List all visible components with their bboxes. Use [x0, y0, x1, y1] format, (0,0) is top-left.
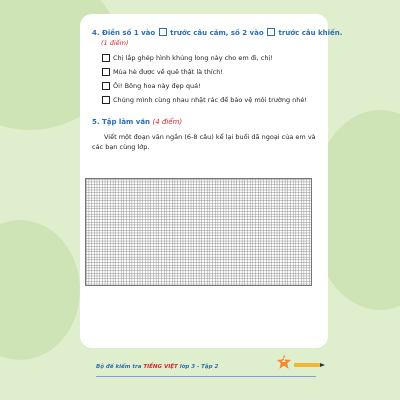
list-item: [102, 53, 316, 62]
square-icon: [267, 28, 275, 36]
section-5-title-text: 5. Tập làm văn: [92, 118, 151, 126]
list-item: [102, 81, 316, 90]
square-icon: [159, 28, 167, 36]
option-text: Ôi! Bông hoa này đẹp quá!: [113, 81, 201, 90]
section-4-title: [92, 28, 343, 38]
section-4: [92, 28, 343, 104]
writing-grid[interactable]: [85, 178, 312, 286]
option-text: Chị lắp ghép hình khủng long này cho em đi, chị!: [113, 53, 273, 62]
section-4-points: (1 điểm): [101, 39, 129, 47]
answer-checkbox[interactable]: [102, 68, 110, 76]
footer-subject: TIẾNG VIỆT: [143, 364, 178, 370]
option-text: Mùa hè được về quê thật là thích!: [113, 67, 223, 76]
option-text: Chúng mình cùng nhau nhặt rác để bảo vệ môi trường nhé!: [113, 95, 307, 104]
writing-prompt: Viết một đoạn văn ngắn (6-8 câu) kể lại buổi dã ngoại của em và các bạn cùng lớp.: [92, 133, 316, 151]
section-5: [92, 118, 316, 152]
section-4-title-part: Điền số 1 vào: [101, 29, 156, 37]
pencil-tip-icon: [320, 363, 325, 367]
list-item: [102, 95, 316, 104]
footer-text: Bộ đề kiểm tra: [96, 364, 142, 370]
section-4-number: 4.: [92, 29, 100, 37]
answer-checkbox[interactable]: [102, 82, 110, 90]
answer-checkbox[interactable]: [102, 54, 110, 62]
footer-grade: lớp 3 - Tập 2: [179, 364, 219, 370]
page-number: 2: [281, 357, 287, 364]
list-item: [102, 67, 316, 76]
answer-checkbox[interactable]: [102, 96, 110, 104]
background-blob: [0, 220, 80, 360]
section-4-title-part: trước câu khiến.: [278, 29, 343, 37]
worksheet-card: [80, 14, 343, 348]
section-5-points: (4 điểm): [152, 118, 183, 126]
section-4-title-part: trước câu cảm, số 2 vào: [170, 29, 264, 37]
pencil-icon: [294, 363, 320, 367]
section-5-title: [92, 118, 316, 127]
